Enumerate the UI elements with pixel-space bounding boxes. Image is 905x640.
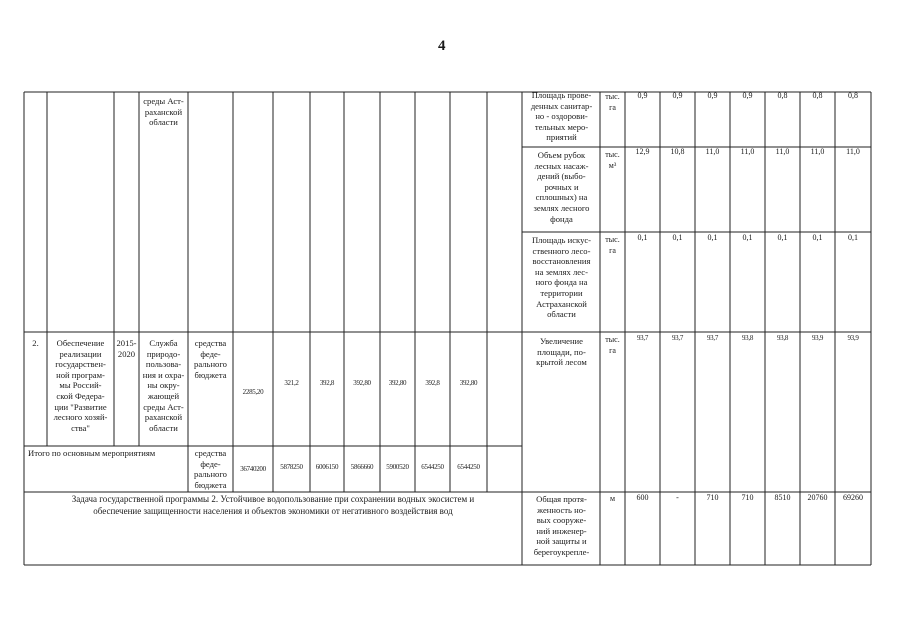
indicator-value: 10,8 bbox=[670, 147, 685, 156]
indicator-value: 0,1 bbox=[742, 233, 753, 242]
row2-amount: 392,80 bbox=[388, 379, 407, 387]
indicator-value: 11,0 bbox=[810, 147, 825, 156]
total-amount: 36740200 bbox=[240, 465, 266, 473]
task-value: 20760 bbox=[807, 493, 828, 502]
task-value: 710 bbox=[706, 493, 719, 502]
task-value: 600 bbox=[636, 493, 649, 502]
total-amount: 6544250 bbox=[457, 463, 480, 471]
row2-funding-source: средства феде- рального бюджета bbox=[194, 338, 227, 380]
indicator-value: 0,1 bbox=[637, 233, 648, 242]
row2-amount: 392,80 bbox=[459, 379, 478, 387]
indicator-value: 93,7 bbox=[636, 334, 649, 342]
indicator-value: 11,0 bbox=[846, 147, 860, 156]
row2-amount: 321,2 bbox=[284, 379, 299, 387]
row2-executor: Служба природо- пользова- ния и охра- ны окру- жающей среды Аст- раханской области bbox=[142, 338, 185, 433]
indicator-name: Объем рубок лесных насаж- дений (выбо- рочных и сплошных) на землях лесного фонда bbox=[533, 150, 590, 224]
total-amount: 5878250 bbox=[280, 463, 303, 471]
total-label: Итого по основным мероприятиям bbox=[28, 448, 156, 458]
total-amount: 5900520 bbox=[386, 463, 409, 471]
indicator-unit: тыс. м³ bbox=[605, 150, 620, 170]
indicator-value: 11,0 bbox=[740, 147, 755, 156]
indicator-name: Площадь искус- ственного лесо- восстановления на землях лес- ного фонда на территории Астраханской области bbox=[531, 235, 592, 320]
indicator-value: 0,8 bbox=[848, 91, 858, 100]
indicator-value: 93,7 bbox=[706, 334, 719, 342]
indicator-value: 93,8 bbox=[776, 334, 789, 342]
row2-period: 2015- 2020 bbox=[116, 338, 137, 359]
indicator-value: 11,0 bbox=[775, 147, 790, 156]
indicator-value: 93,7 bbox=[671, 334, 684, 342]
indicator-value: 0,9 bbox=[637, 91, 648, 100]
total-amount: 6006150 bbox=[315, 463, 339, 471]
task-heading: Задача государственной программы 2. Устойчивое водопользование при сохранении водных экосистем и обеспечение защищенности населения и объектов экономики от негативного воздействия вод bbox=[71, 494, 475, 516]
indicator-value: 0,8 bbox=[812, 91, 823, 100]
task-value: - bbox=[676, 493, 679, 502]
indicator-value: 0,8 bbox=[777, 91, 788, 100]
indicator-value: 0,9 bbox=[707, 91, 718, 100]
indicator-unit: тыс. га bbox=[605, 335, 620, 355]
indicator-value: 0,1 bbox=[707, 233, 718, 242]
row2-amount: 392,8 bbox=[425, 379, 440, 387]
indicator-value: 0,1 bbox=[812, 233, 823, 242]
task-value: 710 bbox=[741, 493, 754, 502]
task-value: 69260 bbox=[843, 493, 863, 502]
task-indicator-name: Общая протя- женность но- вых сооруже- ний инженер- ной защиты и берегоукрепле- bbox=[533, 494, 590, 557]
indicator-unit: тыс. га bbox=[605, 92, 620, 112]
total-amount: 5866660 bbox=[350, 463, 374, 471]
row2-number: 2. bbox=[32, 338, 39, 348]
total-funding-source: средства феде- рального бюджета bbox=[194, 448, 227, 490]
indicator-value: 0,1 bbox=[672, 233, 683, 242]
task-value: 8510 bbox=[774, 493, 791, 502]
indicator-value: 93,9 bbox=[847, 334, 859, 342]
indicator-name: Площадь прове- денных санитар- но - оздорови- тельных меро- приятий bbox=[530, 90, 593, 143]
row2-amount: 2285,20 bbox=[242, 388, 264, 396]
indicator-value: 0,1 bbox=[777, 233, 788, 242]
indicator-value: 93,9 bbox=[811, 334, 824, 342]
indicator-value: 0,1 bbox=[848, 233, 858, 242]
task-indicator-unit: м bbox=[609, 494, 616, 503]
indicator-unit: тыс. га bbox=[605, 235, 620, 255]
indicator-value: 93,8 bbox=[741, 334, 754, 342]
indicator-value: 12,9 bbox=[635, 147, 650, 156]
indicator-value: 0,9 bbox=[672, 91, 683, 100]
row1-executor-tail: среды Аст- раханской области bbox=[143, 96, 184, 128]
row2-amount: 392,80 bbox=[353, 379, 371, 387]
row2-amount: 392,8 bbox=[319, 379, 335, 387]
page-number: 4 bbox=[438, 38, 446, 54]
indicator-name: Увеличение площади, по- крытой лесом bbox=[536, 336, 587, 368]
row2-measure-name: Обеспечение реализации государствен- ной програм- мы Россий- ской Федера- ции "Развитие лесного хозяй- ства" bbox=[53, 338, 108, 433]
indicator-value: 0,9 bbox=[742, 91, 753, 100]
indicator-value: 11,0 bbox=[705, 147, 720, 156]
total-amount: 6544250 bbox=[421, 463, 444, 471]
